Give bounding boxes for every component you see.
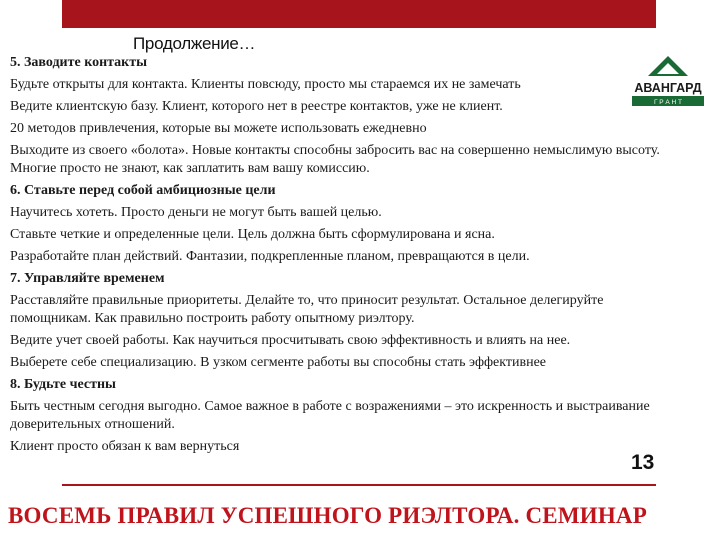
body-paragraph: Клиент просто обязан к вам вернуться	[10, 439, 240, 454]
section-heading: 5. Заводите контакты	[10, 55, 148, 70]
body-paragraph: Научитесь хотеть. Просто деньги не могут быть вашей целью.	[10, 205, 382, 220]
footer-title: ВОСЕМЬ ПРАВИЛ УСПЕШНОГО РИЭЛТОРА. СЕМИНАР	[8, 503, 647, 528]
footer-divider	[62, 484, 656, 486]
body-paragraph: Разработайте план действий. Фантазии, подкрепленные планом, превращаются в цели.	[10, 249, 530, 264]
section-heading: 7. Управляйте временем	[10, 271, 165, 286]
top-banner-bar	[62, 0, 656, 28]
body-paragraph: Ведите учет своей работы. Как научиться просчитывать свою эффективность и влиять на нее.	[10, 333, 571, 348]
page-number: 13	[631, 451, 655, 474]
section-heading: 6. Ставьте перед собой амбициозные цели	[10, 183, 276, 198]
body-paragraph: Расставляйте правильные приоритеты. Делайте то, что приносит результат. Остальное делегируйте помощникам. Как правильно построить работу опытному риэлтору.	[10, 293, 604, 326]
body-paragraph: 20 методов привлечения, которые вы можете использовать ежедневно	[10, 121, 427, 136]
body-paragraph: Ставьте четкие и определенные цели. Цель должна быть сформулирована и ясна.	[10, 227, 495, 242]
slide-subtitle: Продолжение…	[133, 34, 256, 53]
body-paragraph: Выберете себе специализацию. В узком сегменте работы вы способны стать эффективнее	[10, 355, 547, 370]
logo-wordmark: АВАНГАРД	[634, 81, 702, 95]
body-paragraph: Выходите из своего «болота». Новые контакты способны забросить вас на совершенно немыслимую высоту. Многие просто не знают, как заплатить вам вашу комиссию.	[10, 143, 660, 176]
body-paragraph: Ведите клиентскую базу. Клиент, которого нет в реестре контактов, уже не клиент.	[10, 99, 503, 114]
body-paragraph: Будьте открыты для контакта. Клиенты повсюду, просто мы стараемся их не замечать	[10, 77, 521, 92]
section-heading: 8. Будьте честны	[10, 377, 116, 392]
body-paragraph: Быть честным сегодня выгодно. Самое важное в работе с возражениями – это искренность и выстраивание доверительных отношений.	[10, 399, 650, 432]
logo-subtext: Г Р А Н Т	[653, 99, 683, 106]
slide-body	[10, 54, 660, 460]
